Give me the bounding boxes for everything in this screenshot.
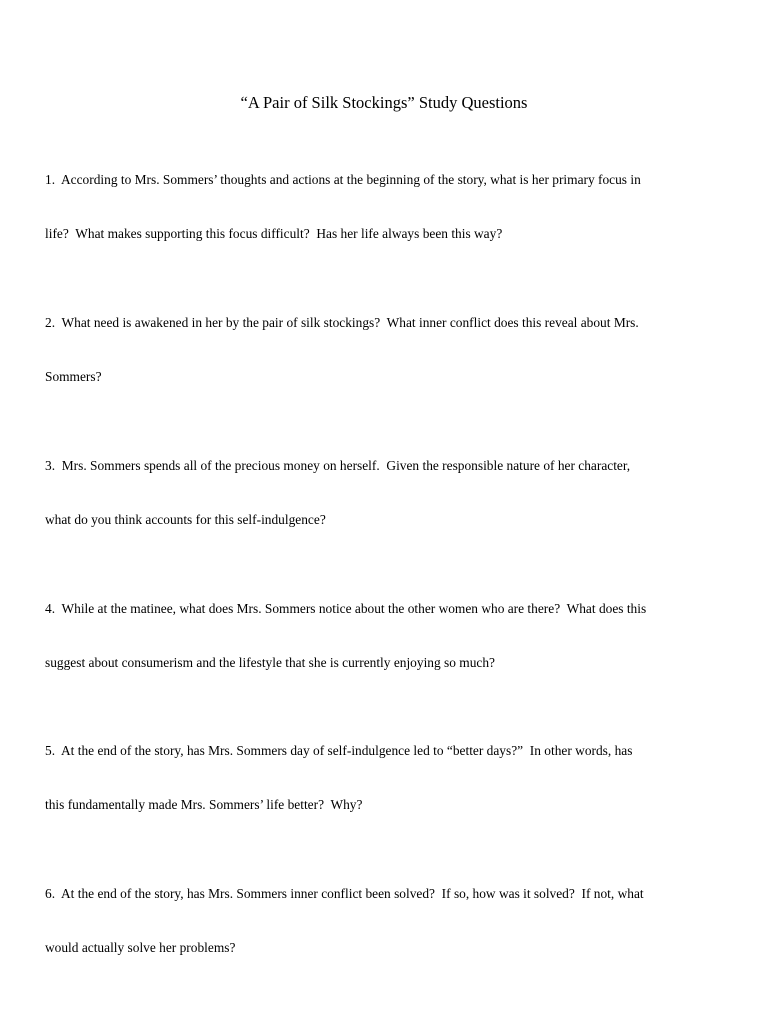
document-title: “A Pair of Silk Stockings” Study Questions [240,93,528,112]
question-5-line-1: 5. At the end of the story, has Mrs. Sommers day of self-indulgence led to “better days?” In other words, has [45,743,633,758]
question-4-line-2: suggest about consumerism and the lifestyle that she is currently enjoying so much? [45,655,495,670]
question-6-line-2: would actually solve her problems? [45,940,236,955]
question-3-line-2: what do you think accounts for this self-indulgence? [45,512,326,527]
question-2-line-2: Sommers? [45,369,102,384]
question-1-line-1: 1. According to Mrs. Sommers’ thoughts and actions at the beginning of the story, what is her primary focus in [45,172,641,187]
question-3 [45,421,735,565]
question-2 [45,278,735,422]
question-4 [45,564,735,708]
question-3-line-1: 3. Mrs. Sommers spends all of the precious money on herself. Given the responsible nature of her character, [45,458,631,473]
question-5-line-2: this fundamentally made Mrs. Sommers’ life better? Why? [45,797,363,812]
question-1 [45,135,735,279]
question-6-line-1: 6. At the end of the story, has Mrs. Sommers inner conflict been solved? If so, how was it solved? If not, what [45,886,644,901]
question-1-line-2: life? What makes supporting this focus difficult? Has her life always been this way? [45,226,503,241]
question-6 [45,849,735,993]
question-2-line-1: 2. What need is awakened in her by the pair of silk stockings? What inner conflict does this reveal about Mrs. [45,315,639,330]
question-4-line-1: 4. While at the matinee, what does Mrs. Sommers notice about the other women who are there? What does this [45,601,647,616]
question-5 [45,706,735,850]
